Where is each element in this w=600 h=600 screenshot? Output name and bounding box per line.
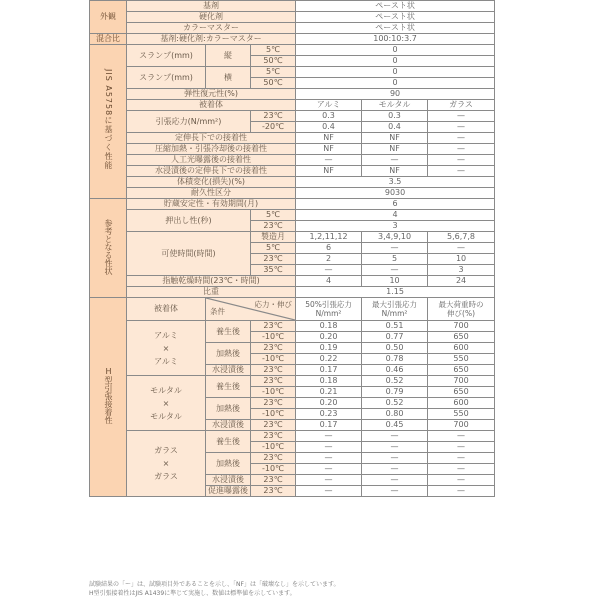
label-volume-change: 体積変化(損失)(%) bbox=[127, 177, 296, 188]
label-storage: 貯蔵安定性・有効期間(月) bbox=[127, 199, 296, 210]
header-col-50 bbox=[296, 298, 362, 321]
pot-life-value: — bbox=[362, 243, 428, 254]
test-value: 0.18 bbox=[296, 376, 362, 387]
test-temp: 23℃ bbox=[251, 376, 296, 387]
label-tensile-stress: 引張応力(N/mm²) bbox=[127, 111, 251, 133]
condition-label: 水浸漬後 bbox=[206, 365, 251, 376]
test-temp: 23℃ bbox=[251, 365, 296, 376]
section-jis-label: JIS A5758に基づく性能 bbox=[104, 69, 113, 171]
table-row bbox=[90, 321, 495, 332]
test-value: 550 bbox=[428, 354, 495, 365]
header-line: 最大荷重時の bbox=[438, 300, 484, 309]
value-elastic-recovery: 90 bbox=[296, 89, 495, 100]
slump-temp: 5℃ bbox=[251, 67, 296, 78]
test-temp: -10℃ bbox=[251, 354, 296, 365]
footnotes bbox=[89, 580, 559, 598]
slump-value: 0 bbox=[296, 56, 495, 67]
label-adhesion: 圧縮加熱・引張冷却後の接着性 bbox=[127, 144, 296, 155]
test-temp: 23℃ bbox=[251, 343, 296, 354]
test-value: — bbox=[362, 431, 428, 442]
tensile-value: 0.4 bbox=[296, 122, 362, 133]
tensile-temp: 23℃ bbox=[251, 111, 296, 122]
adherend-pair-line: ガラス bbox=[154, 446, 178, 455]
value-color-master: ペースト状 bbox=[296, 23, 495, 34]
condition-label: 養生後 bbox=[206, 376, 251, 398]
adhesion-value: NF bbox=[362, 166, 428, 177]
manufacture-months: 1,2,11,12 bbox=[296, 232, 362, 243]
adhesion-value: — bbox=[428, 166, 495, 177]
label-adherend: 被着体 bbox=[127, 100, 296, 111]
header-adherend: 被着体 bbox=[127, 298, 206, 321]
table-row bbox=[90, 199, 495, 210]
condition-label: 加熱後 bbox=[206, 343, 251, 365]
condition-label: 促進曝露後 bbox=[206, 486, 251, 497]
test-value: 0.20 bbox=[296, 332, 362, 343]
table-row bbox=[90, 287, 495, 298]
extrusion-temp: 5℃ bbox=[251, 210, 296, 221]
test-value: — bbox=[296, 442, 362, 453]
label-pot-life: 可使時間(時間) bbox=[127, 232, 251, 276]
table-row bbox=[90, 67, 495, 78]
test-value: 650 bbox=[428, 332, 495, 343]
table-row bbox=[90, 111, 495, 122]
adherend-mortar: モルタル bbox=[362, 100, 428, 111]
slump-temp: 50℃ bbox=[251, 56, 296, 67]
condition-label: 加熱後 bbox=[206, 453, 251, 475]
label-extrusion: 押出し性(秒) bbox=[127, 210, 251, 232]
adhesion-value: — bbox=[428, 133, 495, 144]
test-value: 0.78 bbox=[362, 354, 428, 365]
header-line: N/mm² bbox=[315, 309, 342, 318]
tensile-value: 0.3 bbox=[296, 111, 362, 122]
label-slump-horizontal: 横 bbox=[206, 67, 251, 89]
label-base: 基剤 bbox=[127, 1, 296, 12]
table-row bbox=[90, 100, 495, 111]
table-row bbox=[90, 23, 495, 34]
value-mix-ratio: 100:10:3.7 bbox=[296, 34, 495, 45]
extrusion-temp: 23℃ bbox=[251, 221, 296, 232]
label-hardener: 硬化剤 bbox=[127, 12, 296, 23]
adhesion-value: NF bbox=[296, 144, 362, 155]
footnote: H型引張接着性はJIS A1439に準じて実施し、数値は標準値を示しています。 bbox=[89, 590, 296, 597]
test-temp: -10℃ bbox=[251, 409, 296, 420]
slump-value: 0 bbox=[296, 78, 495, 89]
condition-label: 加熱後 bbox=[206, 398, 251, 420]
test-value: 0.80 bbox=[362, 409, 428, 420]
pot-life-temp: 23℃ bbox=[251, 254, 296, 265]
label-slump: スランプ(mm) bbox=[127, 67, 206, 89]
table-row bbox=[90, 177, 495, 188]
adherend-pair-line: モルタル bbox=[150, 385, 182, 395]
slump-value: 0 bbox=[296, 67, 495, 78]
test-value: 0.50 bbox=[362, 343, 428, 354]
table-row bbox=[90, 1, 495, 12]
value-base: ペースト状 bbox=[296, 1, 495, 12]
adherend-pair-line: ガラス bbox=[154, 472, 178, 481]
table-row bbox=[90, 155, 495, 166]
test-temp: 23℃ bbox=[251, 475, 296, 486]
spec-table bbox=[89, 0, 495, 497]
adherend-pair-line: アルミ bbox=[154, 330, 178, 340]
label-adhesion: 人工光曝露後の接着性 bbox=[127, 155, 296, 166]
label-manufacture-month: 製造月 bbox=[251, 232, 296, 243]
section-jis bbox=[90, 45, 127, 199]
label-mix-ratio: 基剤:硬化剤:カラーマスター bbox=[127, 34, 296, 45]
test-value: — bbox=[296, 453, 362, 464]
tack-free-value: 4 bbox=[296, 276, 362, 287]
tack-free-value: 24 bbox=[428, 276, 495, 287]
adherend-pair-line: × bbox=[162, 398, 170, 408]
test-value: 600 bbox=[428, 343, 495, 354]
test-value: 0.52 bbox=[362, 398, 428, 409]
section-reference bbox=[90, 199, 127, 298]
section-mix-ratio: 混合比 bbox=[90, 34, 127, 45]
value-specific-gravity: 1.15 bbox=[296, 287, 495, 298]
adhesion-value: NF bbox=[296, 133, 362, 144]
label-durability: 耐久性区分 bbox=[127, 188, 296, 199]
adherend-pair bbox=[127, 321, 206, 376]
manufacture-months: 5,6,7,8 bbox=[428, 232, 495, 243]
test-temp: -10℃ bbox=[251, 464, 296, 475]
header-col-max bbox=[362, 298, 428, 321]
slump-temp: 5℃ bbox=[251, 45, 296, 56]
condition-label: 水浸漬後 bbox=[206, 475, 251, 486]
test-value: 0.21 bbox=[296, 387, 362, 398]
tensile-value: 0.4 bbox=[362, 122, 428, 133]
condition-label: 水浸漬後 bbox=[206, 420, 251, 431]
header-condition: 条件 bbox=[210, 307, 225, 316]
adherend-glass: ガラス bbox=[428, 100, 495, 111]
test-value: 0.22 bbox=[296, 354, 362, 365]
extrusion-value: 3 bbox=[296, 221, 495, 232]
adhesion-value: NF bbox=[362, 144, 428, 155]
table-row bbox=[90, 45, 495, 56]
slump-value: 0 bbox=[296, 45, 495, 56]
table-row bbox=[90, 210, 495, 221]
section-h-tensile bbox=[90, 298, 127, 497]
pot-life-value: 5 bbox=[362, 254, 428, 265]
pot-life-value: — bbox=[296, 265, 362, 276]
table-row bbox=[90, 188, 495, 199]
label-adhesion: 水浸漬後の定伸長下での接着性 bbox=[127, 166, 296, 177]
header-condition-stress bbox=[206, 298, 296, 321]
test-value: — bbox=[428, 464, 495, 475]
test-value: 0.19 bbox=[296, 343, 362, 354]
test-temp: 23℃ bbox=[251, 398, 296, 409]
label-adhesion: 定伸長下での接着性 bbox=[127, 133, 296, 144]
footnote: 試験結果の「ー」は、試験項目外であることを示し、「NF」は「破壊なし」を示しています。 bbox=[89, 581, 340, 588]
adherend-pair-line: × bbox=[162, 459, 170, 468]
test-temp: 23℃ bbox=[251, 486, 296, 497]
test-value: 600 bbox=[428, 398, 495, 409]
table-row bbox=[90, 232, 495, 243]
table-row bbox=[90, 144, 495, 155]
table-row bbox=[90, 166, 495, 177]
test-value: — bbox=[428, 475, 495, 486]
adhesion-value: — bbox=[428, 155, 495, 166]
section-h-tensile-label: H型引張接着性 bbox=[104, 367, 113, 424]
test-value: 0.17 bbox=[296, 365, 362, 376]
test-value: — bbox=[362, 464, 428, 475]
value-durability: 9030 bbox=[296, 188, 495, 199]
table-row bbox=[90, 276, 495, 287]
header-line: 伸び(%) bbox=[447, 309, 476, 318]
test-value: 0.51 bbox=[362, 321, 428, 332]
test-value: — bbox=[428, 453, 495, 464]
test-value: — bbox=[362, 442, 428, 453]
test-temp: -10℃ bbox=[251, 332, 296, 343]
pot-life-value: 2 bbox=[296, 254, 362, 265]
adhesion-value: — bbox=[362, 155, 428, 166]
adherend-alumi: アルミ bbox=[296, 100, 362, 111]
test-temp: -10℃ bbox=[251, 442, 296, 453]
label-color-master: カラーマスター bbox=[127, 23, 296, 34]
table-row bbox=[90, 34, 495, 45]
test-value: 700 bbox=[428, 376, 495, 387]
adherend-pair bbox=[127, 376, 206, 431]
pot-life-value: — bbox=[362, 265, 428, 276]
test-value: — bbox=[362, 486, 428, 497]
slump-temp: 50℃ bbox=[251, 78, 296, 89]
label-slump-vertical: 縦 bbox=[206, 45, 251, 67]
test-value: 0.45 bbox=[362, 420, 428, 431]
test-value: — bbox=[296, 475, 362, 486]
test-value: 550 bbox=[428, 409, 495, 420]
manufacture-months: 3,4,9,10 bbox=[362, 232, 428, 243]
test-value: — bbox=[296, 486, 362, 497]
test-temp: 23℃ bbox=[251, 321, 296, 332]
table-row bbox=[90, 431, 495, 442]
adhesion-value: NF bbox=[296, 166, 362, 177]
test-temp: 23℃ bbox=[251, 453, 296, 464]
test-value: 0.77 bbox=[362, 332, 428, 343]
test-value: 650 bbox=[428, 387, 495, 398]
test-value: — bbox=[428, 442, 495, 453]
test-value: — bbox=[428, 431, 495, 442]
test-value: 0.23 bbox=[296, 409, 362, 420]
adhesion-value: — bbox=[428, 144, 495, 155]
adhesion-value: — bbox=[296, 155, 362, 166]
value-storage: 6 bbox=[296, 199, 495, 210]
table-row bbox=[90, 89, 495, 100]
section-appearance: 外観 bbox=[90, 1, 127, 34]
test-value: 0.46 bbox=[362, 365, 428, 376]
test-value: 0.20 bbox=[296, 398, 362, 409]
test-temp: 23℃ bbox=[251, 431, 296, 442]
extrusion-value: 4 bbox=[296, 210, 495, 221]
value-hardener: ペースト状 bbox=[296, 12, 495, 23]
test-value: — bbox=[362, 475, 428, 486]
pot-life-value: — bbox=[428, 243, 495, 254]
tensile-value: — bbox=[428, 122, 495, 133]
label-elastic-recovery: 弾性復元性(%) bbox=[127, 89, 296, 100]
header-line: 最大引張応力 bbox=[372, 300, 418, 309]
condition-label: 養生後 bbox=[206, 431, 251, 453]
value-volume-change: 3.5 bbox=[296, 177, 495, 188]
test-value: 700 bbox=[428, 420, 495, 431]
test-value: 0.18 bbox=[296, 321, 362, 332]
adherend-pair bbox=[127, 431, 206, 497]
test-value: 650 bbox=[428, 365, 495, 376]
label-tack-free: 指触乾燥時間(23℃・時間) bbox=[127, 276, 296, 287]
adherend-pair-line: アルミ bbox=[154, 356, 178, 366]
spec-table-wrapper bbox=[89, 0, 494, 497]
pot-life-temp: 35℃ bbox=[251, 265, 296, 276]
table-row bbox=[90, 12, 495, 23]
tensile-temp: -20℃ bbox=[251, 122, 296, 133]
table-row bbox=[90, 376, 495, 387]
test-value: — bbox=[296, 431, 362, 442]
table-row bbox=[90, 133, 495, 144]
label-slump: スランプ(mm) bbox=[127, 45, 206, 67]
test-value: — bbox=[296, 464, 362, 475]
pot-life-temp: 5℃ bbox=[251, 243, 296, 254]
test-value: 0.52 bbox=[362, 376, 428, 387]
pot-life-value: 6 bbox=[296, 243, 362, 254]
header-stress: 応力・伸び bbox=[254, 300, 293, 309]
tensile-value: — bbox=[428, 111, 495, 122]
header-col-elong bbox=[428, 298, 495, 321]
adhesion-value: NF bbox=[362, 133, 428, 144]
test-value: 700 bbox=[428, 321, 495, 332]
table-row bbox=[90, 298, 495, 321]
header-line: 50%引張応力 bbox=[305, 300, 352, 309]
test-value: 0.17 bbox=[296, 420, 362, 431]
header-line: N/mm² bbox=[381, 309, 408, 318]
test-value: — bbox=[428, 486, 495, 497]
section-reference-label: 参考となる性状 bbox=[104, 218, 113, 275]
label-specific-gravity: 比重 bbox=[127, 287, 296, 298]
tensile-value: 0.3 bbox=[362, 111, 428, 122]
test-value: 0.79 bbox=[362, 387, 428, 398]
test-temp: 23℃ bbox=[251, 420, 296, 431]
test-temp: -10℃ bbox=[251, 387, 296, 398]
pot-life-value: 10 bbox=[428, 254, 495, 265]
adherend-pair-line: モルタル bbox=[150, 411, 182, 421]
pot-life-value: 3 bbox=[428, 265, 495, 276]
adherend-pair-line: × bbox=[162, 343, 170, 353]
tack-free-value: 10 bbox=[362, 276, 428, 287]
test-value: — bbox=[362, 453, 428, 464]
condition-label: 養生後 bbox=[206, 321, 251, 343]
